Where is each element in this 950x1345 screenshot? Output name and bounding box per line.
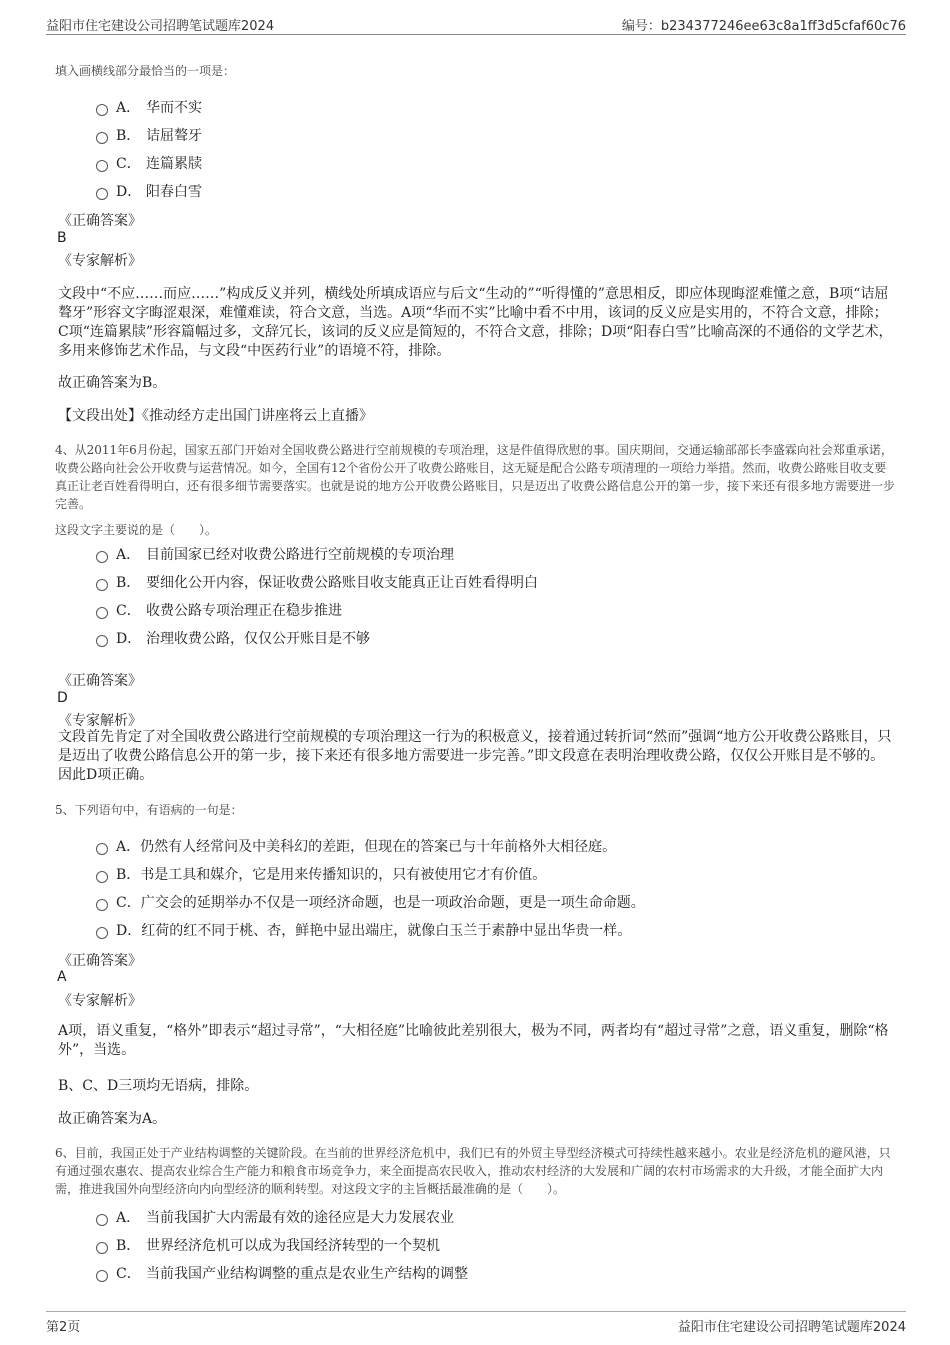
- option-letter: A．: [116, 839, 141, 855]
- q5-option-a[interactable]: [96, 836, 616, 856]
- option-text: 目前国家已经对收费公路进行空前规模的专项治理: [146, 547, 454, 563]
- radio-icon[interactable]: [96, 899, 108, 911]
- option-letter: A．: [116, 547, 141, 563]
- option-letter: B．: [116, 128, 141, 144]
- radio-icon[interactable]: [96, 1242, 108, 1254]
- option-letter: B．: [116, 575, 141, 591]
- option-text: 红荷的红不同于桃、杏，鲜艳中显出端庄，就像白玉兰于素静中显出华贵一样。: [141, 923, 632, 939]
- option-text: 当前我国扩大内需最有效的途径应是大力发展农业: [146, 1210, 454, 1226]
- q5-conclusion: 故正确答案为A。: [58, 1111, 167, 1127]
- q3-analysis-label: 《专家解析》: [58, 253, 142, 269]
- radio-icon[interactable]: [96, 927, 108, 939]
- q4-question: 这段文字主要说的是（ ）。: [55, 523, 218, 537]
- q6-stem: 6、目前，我国正处于产业结构调整的关键阶段。在当前的世界经济危机中，我们已有的外贸主导型经济模式可持续性越来越小。农业是经济危机的避风港，只有通过强农惠农、提高农业综合生产能力和粮食市场竞争力，来全面提高农民收入，推动农村经济的大发展和广阔的农村市场需求的大升级，才能全面扩大内需，推进我国外向型经济向内向型经济的顺利转型。对这段文字的主旨概括最准确的是（ ）。: [55, 1146, 891, 1196]
- q6-option-b[interactable]: [96, 1235, 440, 1255]
- q3-stem: 填入画横线部分最恰当的一项是：: [55, 64, 236, 78]
- option-letter: D．: [116, 923, 142, 939]
- q3-option-c[interactable]: [96, 153, 202, 173]
- q3-answer: B: [57, 230, 67, 246]
- option-letter: C．: [116, 603, 141, 619]
- footer-page-number: 第2页: [46, 1320, 81, 1335]
- radio-icon[interactable]: [96, 132, 108, 144]
- option-text: 诘屈聱牙: [146, 128, 202, 144]
- radio-icon[interactable]: [96, 1214, 108, 1226]
- q4-option-c[interactable]: [96, 600, 342, 620]
- option-text: 当前我国产业结构调整的重点是农业生产结构的调整: [146, 1266, 468, 1282]
- header-code: 编号：b234377246ee63c8a1ff3d5cfaf60c76: [621, 19, 906, 34]
- radio-icon[interactable]: [96, 579, 108, 591]
- q5-option-b[interactable]: [96, 864, 546, 884]
- option-letter: B．: [116, 867, 141, 883]
- option-text: 阳春白雪: [146, 184, 202, 200]
- option-text: 世界经济危机可以成为我国经济转型的一个契机: [146, 1238, 440, 1254]
- radio-icon[interactable]: [96, 188, 108, 200]
- q3-option-d[interactable]: [96, 181, 202, 201]
- radio-icon[interactable]: [96, 1270, 108, 1282]
- header-title: 益阳市住宅建设公司招聘笔试题库2024: [46, 19, 275, 34]
- q4-option-a[interactable]: [96, 544, 454, 564]
- option-letter: C．: [116, 156, 141, 172]
- q4-option-d[interactable]: [96, 628, 370, 648]
- page-header: [46, 12, 906, 35]
- q4-option-b[interactable]: [96, 572, 538, 592]
- q5-option-d[interactable]: [96, 920, 631, 940]
- radio-icon[interactable]: [96, 843, 108, 855]
- q3-answer-label: 《正确答案》: [58, 213, 142, 229]
- option-letter: B．: [116, 1238, 141, 1254]
- option-text: 连篇累牍: [146, 156, 202, 172]
- q4-answer: D: [57, 690, 68, 706]
- radio-icon[interactable]: [96, 871, 108, 883]
- q3-source: 【文段出处】《推动经方走出国门讲座将云上直播》: [58, 408, 373, 424]
- option-text: 书是工具和媒介，它是用来传播知识的，只有被使用它才有价值。: [140, 867, 547, 883]
- q4-analysis: 文段首先肯定了对全国收费公路进行空前规模的专项治理这一行为的积极意义，接着通过转折词“然而”强调“地方公开收费公路账目，只是迈出了收费公路信息公开的第一步，接下来还有很多地方需要进一步完善。”即文段意在表明治理收费公路，仅仅公开账目是不够的。因此D项正确。: [58, 729, 892, 783]
- q5-answer-label: 《正确答案》: [58, 953, 142, 969]
- option-letter: D．: [116, 631, 142, 647]
- radio-icon[interactable]: [96, 551, 108, 563]
- option-letter: A．: [116, 100, 141, 116]
- option-letter: C．: [116, 1266, 141, 1282]
- radio-icon[interactable]: [96, 160, 108, 172]
- option-letter: C．: [116, 895, 141, 911]
- option-text: 华而不实: [146, 100, 202, 116]
- q5-analysis: A项，语义重复，“格外”即表示“超过寻常”，“大相径庭”比喻彼此差别很大，极为不同，两者均有“超过寻常”之意，语义重复，删除“格外”，当选。: [58, 1023, 889, 1058]
- q5-option-c[interactable]: [96, 892, 645, 912]
- q3-option-a[interactable]: [96, 97, 202, 117]
- q4-answer-label: 《正确答案》: [58, 673, 142, 689]
- option-text: 仍然有人经常问及中美科幻的差距，但现在的答案已与十年前格外大相径庭。: [140, 839, 617, 855]
- q5-analysis-label: 《专家解析》: [58, 993, 142, 1009]
- option-text: 收费公路专项治理正在稳步推进: [146, 603, 342, 619]
- option-text: 广交会的延期举办不仅是一项经济命题，也是一项政治命题，更是一项生命命题。: [140, 895, 645, 911]
- q6-option-a[interactable]: [96, 1207, 454, 1227]
- q5-stem: 5、下列语句中，有语病的一句是：: [55, 803, 243, 817]
- footer-title: 益阳市住宅建设公司招聘笔试题库2024: [677, 1320, 906, 1335]
- q4-stem: 4、从2011年6月份起，国家五部门开始对全国收费公路进行空前规模的专项治理，这是件值得欣慰的事。国庆期间，交通运输部部长李盛霖向社会郑重承诺，收费公路向社会公开收费与运营情况。如今，全国有12个省份公开了收费公路账目，这无疑是配合公路专项清理的一项给力举措。然而，收费公路账目收支要真正让老百姓看得明白，还有很多细节需要落实。也就是说的地方公开收费公路账目，只是迈出了收费公路信息公开的第一步，接下来还有很多地方需要进一步完善。: [55, 443, 896, 511]
- q6-option-c[interactable]: [96, 1263, 468, 1283]
- option-letter: D．: [116, 184, 142, 200]
- q4-analysis-label: 《专家解析》: [58, 713, 142, 729]
- radio-icon[interactable]: [96, 607, 108, 619]
- option-letter: A．: [116, 1210, 141, 1226]
- q5-analysis-2: B、C、D三项均无语病，排除。: [58, 1078, 259, 1094]
- q3-option-b[interactable]: [96, 125, 202, 145]
- q5-answer: A: [57, 969, 67, 985]
- q3-conclusion: 故正确答案为B。: [58, 375, 167, 391]
- radio-icon[interactable]: [96, 635, 108, 647]
- q3-analysis: 文段中“不应……而应……”构成反义并列，横线处所填成语应与后文“生动的”“听得懂的”意思相反，即应体现晦涩难懂之意，B项“诘屈聱牙”形容文字晦涩艰深，难懂难读，符合文意，当选。A项“华而不实”比喻中看不中用，该词的反义应是实用的，不符合文意，排除；C项“连篇累牍”形容篇幅过多，文辞冗长，该词的反义应是简短的，不符合文意，排除；D项“阳春白雪”比喻高深的不通俗的文学艺术，多用来修饰艺术作品，与文段“中医药行业”的语境不符，排除。: [58, 286, 893, 359]
- radio-icon[interactable]: [96, 104, 108, 116]
- option-text: 要细化公开内容，保证收费公路账目收支能真正让百姓看得明白: [146, 575, 538, 591]
- page-footer: [46, 1311, 906, 1334]
- option-text: 治理收费公路，仅仅公开账目是不够: [146, 631, 370, 647]
